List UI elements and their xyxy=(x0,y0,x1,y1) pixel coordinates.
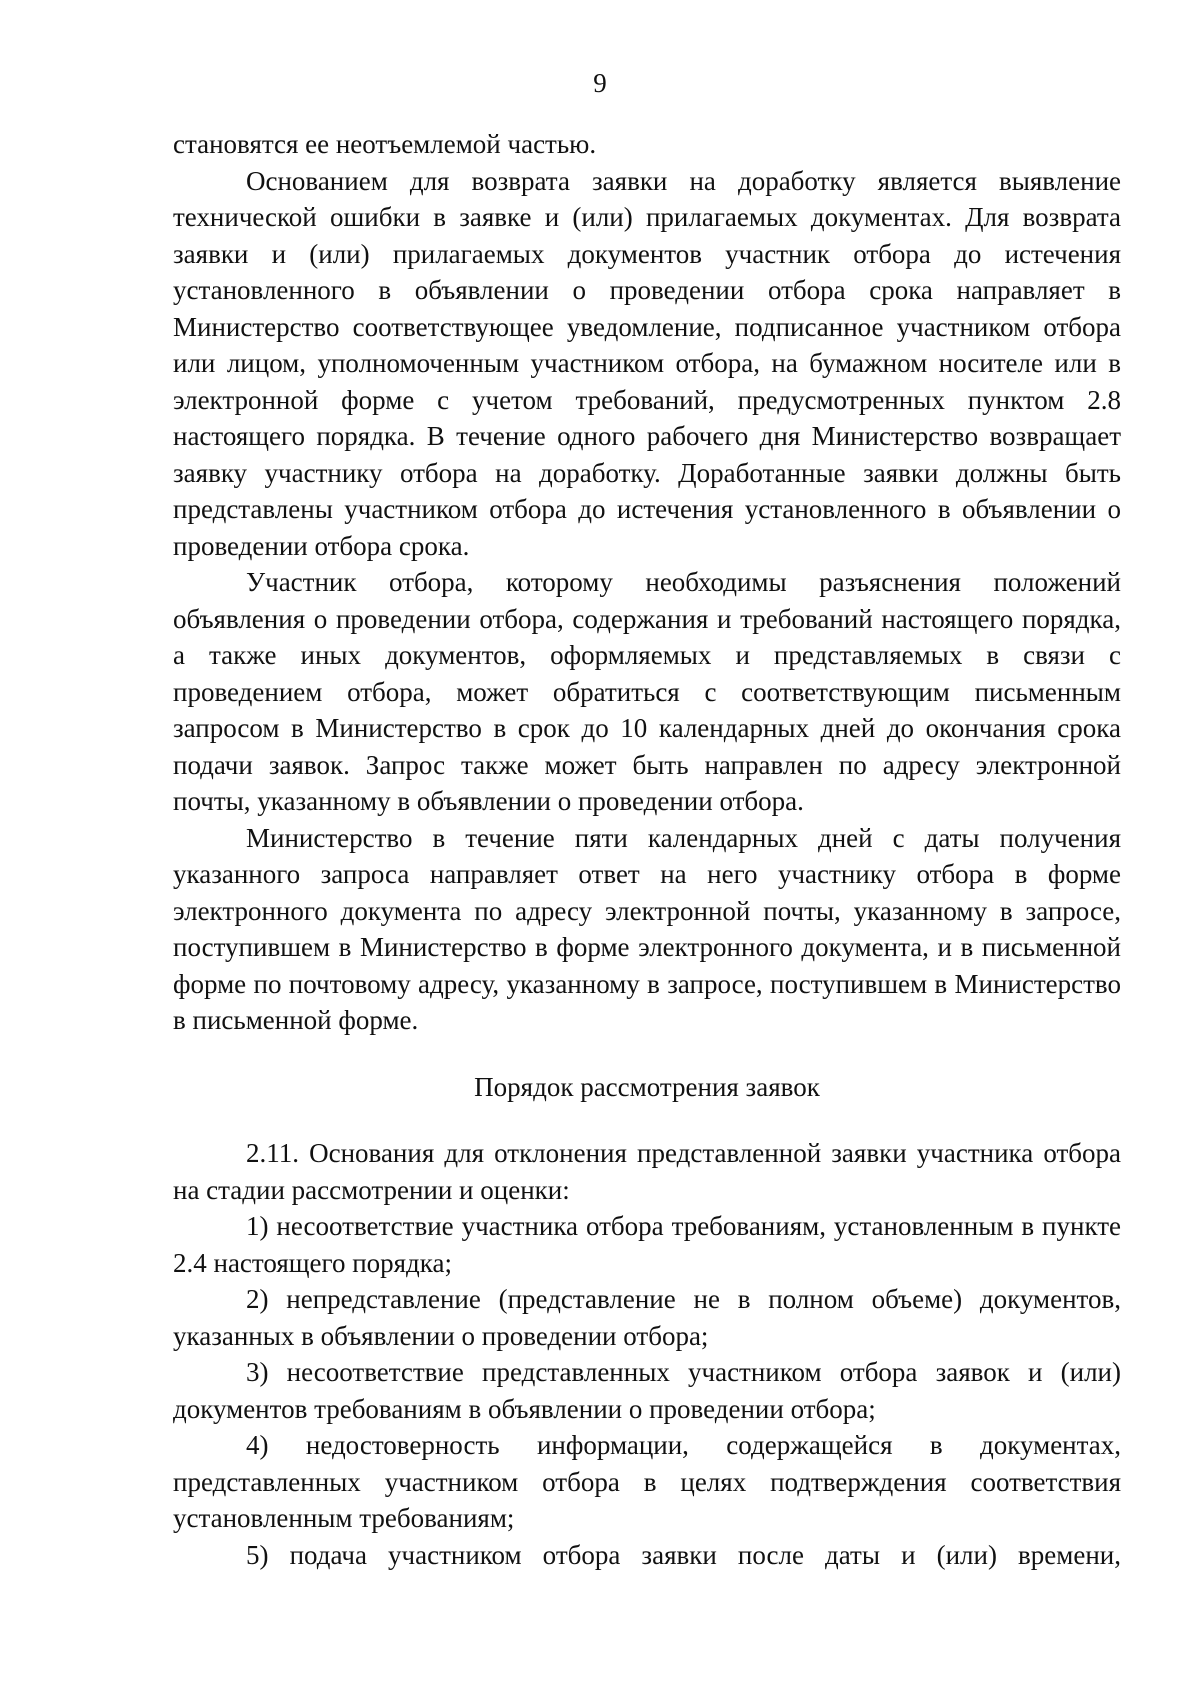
paragraph-ministry-response: Министерство в течение пяти календарных дней с даты получения указанного запроса направляет ответ на него участнику отбора в форме электронного документа по адресу электронной почты, указанному в запросе, поступившем в Министерство в форме электронного документа, и в письменной форме по почтовому адресу, указанному в запросе, поступившем в Министерство в письменной форме. xyxy=(173,822,1121,1035)
list-item-ground-5: 5) подача участником отбора заявки после даты и (или) времени, xyxy=(246,1539,1121,1570)
paragraph-clarification-request: Участник отбора, которому необходимы разъяснения положений объявления о проведении отбора, содержания и требований настоящего порядка, а также иных документов, оформляемых и представляемых в связи с проведением отбора, может обратиться с соответствующим письменным запросом в Министерство в срок до 10 календарных дней до окончания срока подачи заявок. Запрос также может быть направлен по адресу электронной почты, указанному в объявлении о проведении отбора. xyxy=(173,567,1121,816)
list-item-ground-3: 3) несоответствие представленных участником отбора заявок и (или) документов требованиям в объявлении о проведении отбора; xyxy=(173,1357,1121,1424)
paragraph-return-for-revision: Основанием для возврата заявки на доработку является выявление технической ошибки в заявке и (или) прилагаемых документах. Для возврата заявки и (или) прилагаемых документов участник отбора до истечения установленного в объявлении о проведении отбора срока направляет в Министерство соответствующее уведомление, подписанное участником отбора или лицом, уполномоченным участником отбора, на бумажном носителе или в электронной форме с учетом требований, предусмотренных пунктом 2.8 настоящего порядка. В течение одного рабочего дня Министерство возвращает заявку участнику отбора на доработку. Доработанные заявки должны быть представлены участником отбора до истечения установленного в объявлении о проведении отбора срока. xyxy=(173,165,1121,561)
list-item-ground-4: 4) недостоверность информации, содержащейся в документах, представленных участником отбора в целях подтверждения соответствия установленным требованиям; xyxy=(173,1430,1121,1533)
paragraph-rejection-grounds: 2.11. Основания для отклонения представленной заявки участника отбора на стадии рассмотрении и оценки: xyxy=(173,1138,1121,1205)
list-item-ground-1: 1) несоответствие участника отбора требованиям, установленным в пункте 2.4 настоящего порядка; xyxy=(173,1211,1121,1278)
list-item-ground-2: 2) непредставление (представление не в полном объеме) документов, указанных в объявлении о проведении отбора; xyxy=(173,1284,1121,1351)
document-body xyxy=(173,126,1121,1573)
page-number: 9 xyxy=(593,68,607,98)
paragraph-continuation: становятся ее неотъемлемой частью. xyxy=(173,129,597,159)
section-heading: Порядок рассмотрения заявок xyxy=(474,1071,820,1102)
